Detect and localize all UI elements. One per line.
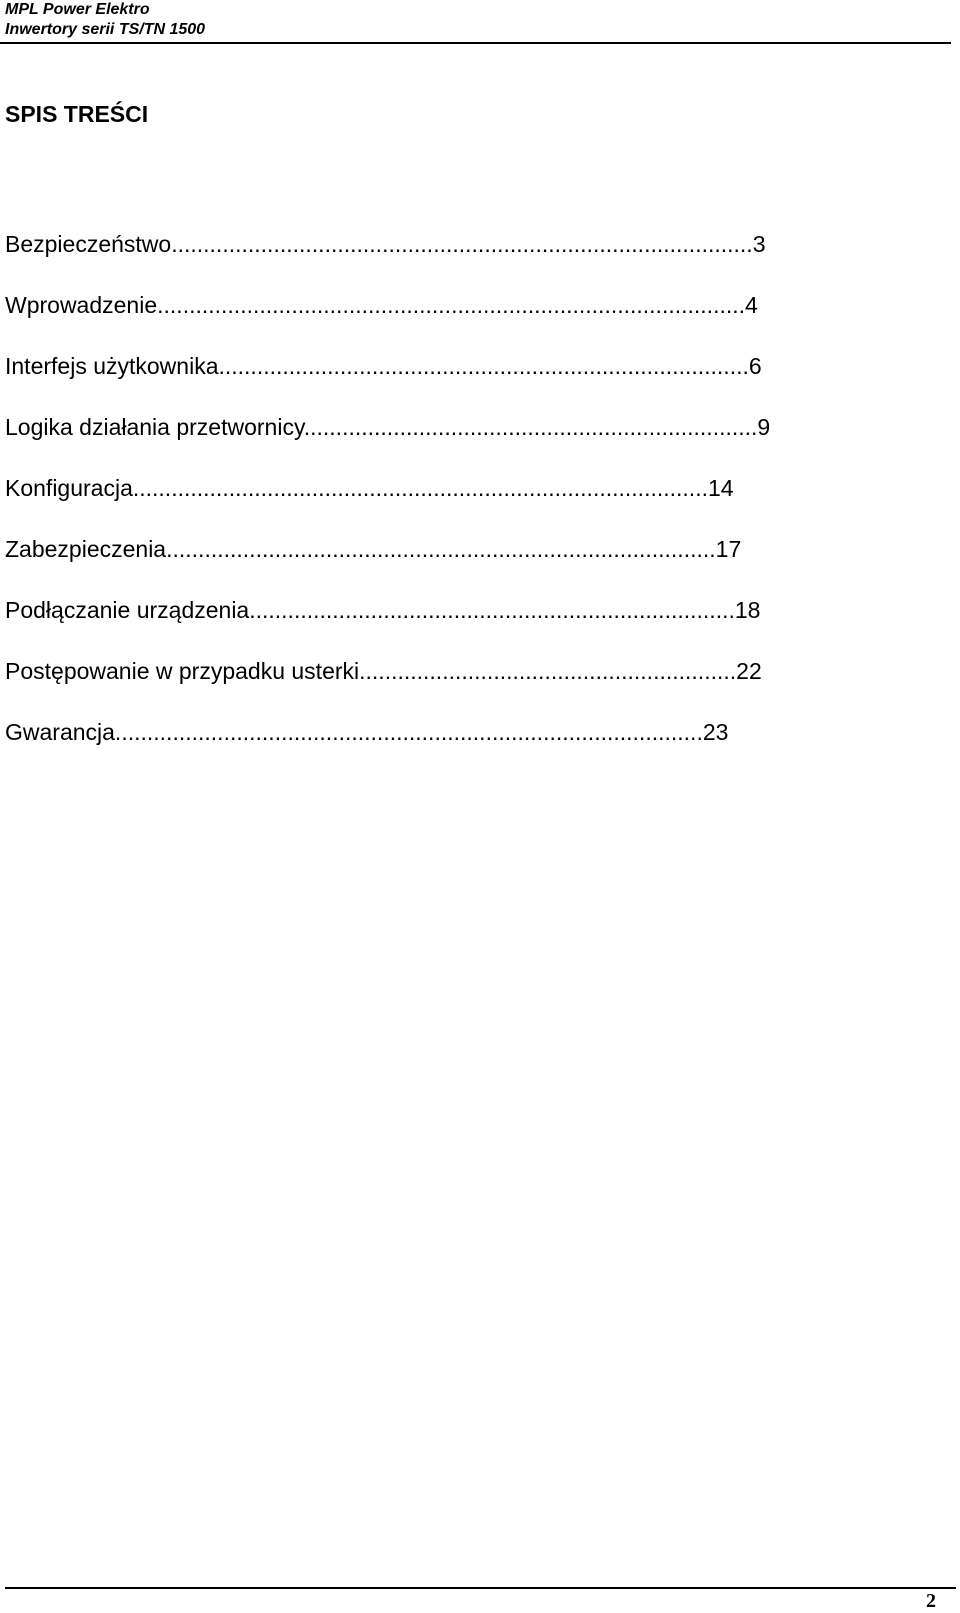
header-divider bbox=[0, 42, 951, 44]
toc-entry[interactable]: Gwarancja............................................................................................23 bbox=[5, 719, 729, 745]
header-product: Inwertory serii TS/TN 1500 bbox=[5, 21, 206, 38]
footer-divider bbox=[5, 1587, 956, 1589]
toc-entry[interactable]: Wprowadzenie............................................................................................4 bbox=[5, 292, 758, 318]
toc-entry[interactable]: Konfiguracja..........................................................................................14 bbox=[5, 475, 734, 501]
toc-entry[interactable]: Logika działania przetwornicy.......................................................................9 bbox=[5, 414, 771, 440]
page-header bbox=[5, 0, 955, 40]
toc-entry[interactable]: Interfejs użytkownika...................................................................................6 bbox=[5, 353, 762, 379]
page-number: 2 bbox=[926, 1590, 936, 1612]
toc-entry[interactable]: Podłączanie urządzenia............................................................................18 bbox=[5, 597, 761, 623]
toc-title: SPIS TREŚCI bbox=[5, 101, 149, 127]
toc-entry[interactable]: Bezpieczeństwo...........................................................................................3 bbox=[5, 231, 766, 257]
toc-entry[interactable]: Postępowanie w przypadku usterki...........................................................22 bbox=[5, 658, 762, 684]
toc-entry[interactable]: Zabezpieczenia......................................................................................17 bbox=[5, 536, 742, 562]
header-company: MPL Power Elektro bbox=[5, 1, 150, 18]
table-of-contents bbox=[5, 230, 770, 779]
